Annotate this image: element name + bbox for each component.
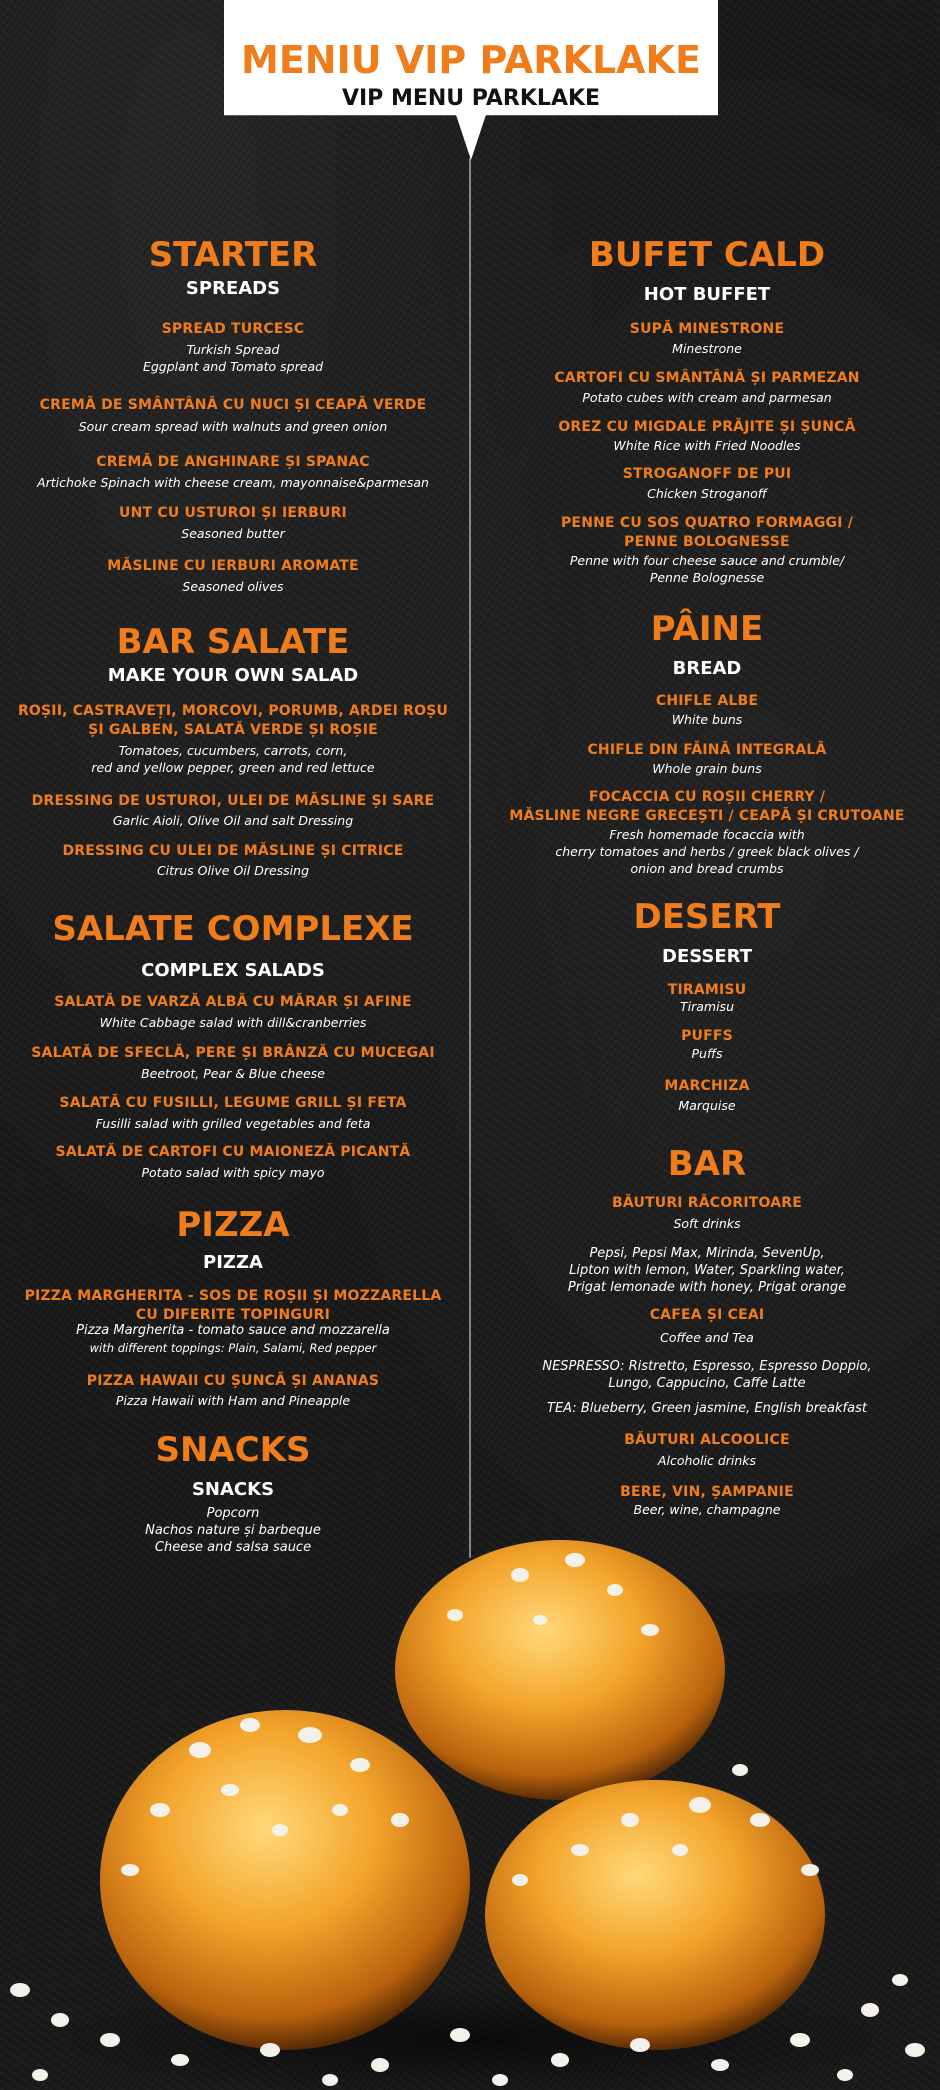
menu-item-name: PIZZA MARGHERITA - SOS DE ROȘII ȘI MOZZARELLA CU DIFERITE TOPINGURI bbox=[24, 1288, 442, 1323]
menu-item-desc: Fusilli salad with grilled vegetables and feta bbox=[95, 1116, 371, 1131]
section-subtitle-bread: BREAD bbox=[672, 658, 742, 679]
nespresso-list: NESPRESSO: Ristretto, Espresso, Espresso Doppio, Lungo, Cappucino, Caffe Latte bbox=[542, 1359, 872, 1391]
menu-item-name: CREMĂ DE ANGHINARE ȘI SPANAC bbox=[96, 454, 370, 470]
menu-item-desc: Pizza Hawaii with Ham and Pineapple bbox=[115, 1393, 351, 1408]
menu-item-desc: White buns bbox=[671, 712, 743, 727]
menu-item-name: CHIFLE ALBE bbox=[655, 693, 759, 709]
section-subtitle-hot-buffet: HOT BUFFET bbox=[643, 284, 771, 305]
section-title-paine: PÂINE bbox=[650, 609, 764, 649]
menu-item-desc: Minestrone bbox=[672, 341, 742, 356]
section-title-bar-salate: BAR SALATE bbox=[116, 622, 350, 662]
menu-item-name: CHIFLE DIN FĂINĂ INTEGRALĂ bbox=[587, 742, 827, 758]
menu-item-desc: Pizza Margherita - tomato sauce and mozzarella bbox=[76, 1323, 390, 1338]
soft-drinks-list: Pepsi, Pepsi Max, Mirinda, SevenUp, Lipton with lemon, Water, Sparkling water, Prigat lemonade with honey, Prigat orange bbox=[567, 1246, 847, 1295]
menu-item-name: CAFEA ȘI CEAI bbox=[649, 1307, 765, 1323]
menu-item-name: SALATĂ DE CARTOFI CU MAIONEZĂ PICANTĂ bbox=[55, 1144, 411, 1160]
menu-item-name: OREZ CU MIGDALE PRĂJITE ȘI ȘUNCĂ bbox=[558, 419, 856, 435]
section-subtitle-pizza: PIZZA bbox=[203, 1252, 263, 1273]
menu-item-name: TIRAMISU bbox=[667, 982, 747, 998]
section-subtitle-complex-salads: COMPLEX SALADS bbox=[141, 960, 325, 981]
column-divider bbox=[469, 158, 471, 1558]
menu-item-name: SALATĂ DE SFECLĂ, PERE ȘI BRÂNZĂ CU MUCEGAI bbox=[31, 1045, 435, 1061]
menu-item-desc: Puffs bbox=[691, 1046, 723, 1061]
menu-item-desc: Alcoholic drinks bbox=[657, 1453, 757, 1468]
menu-item-desc: Fresh homemade focaccia with cherry tomatoes and herbs / greek black olives / onion and bread crumbs bbox=[555, 827, 859, 876]
menu-item-desc: Seasoned olives bbox=[182, 579, 284, 594]
menu-title: MENIU VIP PARKLAKE bbox=[241, 38, 701, 82]
menu-item-name: MĂSLINE CU IERBURI AROMATE bbox=[107, 558, 359, 574]
menu-item-name: CREMĂ DE SMÂNTÂNĂ CU NUCI ȘI CEAPĂ VERDE bbox=[39, 397, 427, 413]
section-title-salate-complexe: SALATE COMPLEXE bbox=[52, 909, 414, 949]
menu-item-desc: Potato salad with spicy mayo bbox=[141, 1165, 325, 1180]
menu-item-desc: Seasoned butter bbox=[181, 526, 285, 541]
section-subtitle-dessert: DESSERT bbox=[662, 946, 752, 967]
menu-item-desc: Soft drinks bbox=[673, 1216, 741, 1231]
section-title-bufet-cald: BUFET CALD bbox=[588, 235, 826, 275]
menu-item-name: DRESSING DE USTUROI, ULEI DE MĂSLINE ȘI SARE bbox=[31, 793, 435, 809]
menu-item-name: FOCACCIA CU ROȘII CHERRY / MĂSLINE NEGRE GRECEȘTI / CEAPĂ ȘI CRUTOANE bbox=[509, 789, 905, 824]
menu-item-name: BĂUTURI ALCOOLICE bbox=[624, 1432, 790, 1448]
menu-item-desc: Chicken Stroganoff bbox=[647, 486, 767, 501]
menu-item-name: PENNE CU SOS QUATRO FORMAGGI / PENNE BOLOGNESSE bbox=[560, 515, 854, 550]
menu-item-desc: Turkish Spread Eggplant and Tomato spread bbox=[142, 342, 324, 374]
menu-item-desc: Tomatoes, cucumbers, carrots, corn, red and yellow pepper, green and red lettuce bbox=[91, 743, 375, 775]
section-title-snacks: SNACKS bbox=[155, 1430, 311, 1470]
section-subtitle-make-your-own-salad: MAKE YOUR OWN SALAD bbox=[107, 665, 359, 686]
menu-item-name: PUFFS bbox=[681, 1028, 733, 1044]
menu-item-desc: Citrus Olive Oil Dressing bbox=[156, 863, 310, 878]
pastry-left bbox=[100, 1710, 470, 2050]
header-banner bbox=[224, 0, 718, 160]
menu-item-desc: Sour cream spread with walnuts and green onion bbox=[78, 419, 388, 434]
menu-item-name: UNT CU USTUROI ȘI IERBURI bbox=[119, 505, 347, 521]
section-title-pizza: PIZZA bbox=[176, 1205, 290, 1245]
snacks-desc: Popcorn Nachos nature și barbeque Cheese and salsa sauce bbox=[145, 1506, 321, 1555]
menu-item-name: PIZZA HAWAII CU ȘUNCĂ ȘI ANANAS bbox=[86, 1373, 380, 1389]
menu-item-desc: Beetroot, Pear & Blue cheese bbox=[141, 1066, 325, 1081]
section-title-desert: DESERT bbox=[633, 897, 781, 937]
menu-item-name: BĂUTURI RĂCORITOARE bbox=[611, 1195, 803, 1211]
tea-list: TEA: Blueberry, Green jasmine, English breakfast bbox=[547, 1401, 867, 1416]
section-subtitle-spreads: SPREADS bbox=[185, 278, 281, 299]
pastries-photo bbox=[0, 1520, 940, 2090]
menu-item-name: MARCHIZA bbox=[664, 1078, 750, 1094]
menu-item-desc: Penne with four cheese sauce and crumble/ Penne Bolognesse bbox=[569, 553, 845, 585]
menu-subtitle: VIP MENU PARKLAKE bbox=[341, 86, 601, 111]
section-title-bar: BAR bbox=[667, 1144, 747, 1184]
menu-item-desc: Whole grain buns bbox=[652, 761, 762, 776]
menu-item-desc: White Cabbage salad with dill&cranberries bbox=[99, 1015, 367, 1030]
menu-item-desc: Garlic Aioli, Olive Oil and salt Dressing bbox=[112, 813, 354, 828]
menu-item-name: ROȘII, CASTRAVEȚI, MORCOVI, PORUMB, ARDEI ROȘU ȘI GALBEN, SALATĂ VERDE ȘI ROȘIE bbox=[17, 703, 449, 738]
menu-item-desc: Tiramisu bbox=[680, 999, 734, 1014]
menu-item-desc: Beer, wine, champagne bbox=[633, 1502, 781, 1517]
menu-item-desc: Potato cubes with cream and parmesan bbox=[582, 390, 832, 405]
menu-item-name: SUPĂ MINESTRONE bbox=[629, 321, 785, 337]
pastry-right bbox=[485, 1780, 825, 2050]
menu-item-name: CARTOFI CU SMÂNTÂNĂ ȘI PARMEZAN bbox=[554, 370, 860, 386]
menu-item-name: BERE, VIN, ȘAMPANIE bbox=[620, 1484, 794, 1500]
menu-item-desc: Coffee and Tea bbox=[660, 1330, 754, 1345]
menu-item-name: STROGANOFF DE PUI bbox=[622, 466, 792, 482]
pastry-back bbox=[395, 1540, 725, 1800]
section-title-starter: STARTER bbox=[148, 235, 318, 275]
menu-item-desc: Marquise bbox=[678, 1098, 736, 1113]
menu-item-name: DRESSING CU ULEI DE MĂSLINE ȘI CITRICE bbox=[62, 843, 404, 859]
menu-item-name: SALATĂ CU FUSILLI, LEGUME GRILL ȘI FETA bbox=[59, 1095, 407, 1111]
menu-item-name: SPREAD TURCESC bbox=[161, 321, 305, 337]
menu-item-desc: Artichoke Spinach with cheese cream, mayonnaise&parmesan bbox=[37, 475, 429, 490]
menu-item-name: SALATĂ DE VARZĂ ALBĂ CU MĂRAR ȘI AFINE bbox=[54, 994, 412, 1010]
menu-item-desc: White Rice with Fried Noodles bbox=[613, 438, 801, 453]
section-subtitle-snacks: SNACKS bbox=[191, 1479, 275, 1500]
menu-item-desc-toppings: with different toppings: Plain, Salami, Red pepper bbox=[89, 1341, 377, 1355]
